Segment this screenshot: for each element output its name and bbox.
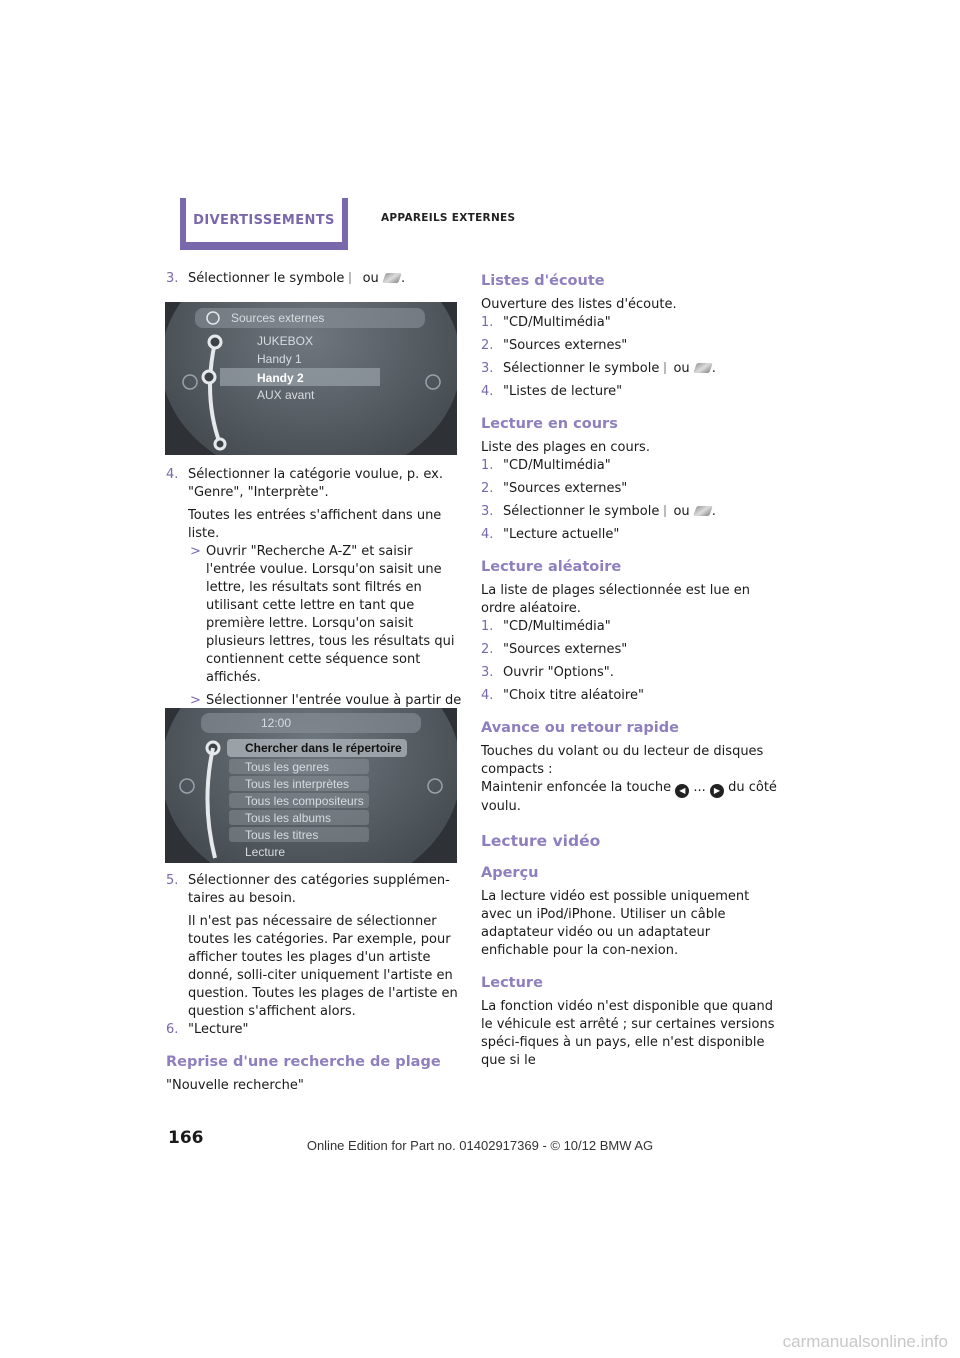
step-text: "Listes de lecture" xyxy=(503,384,623,399)
encours-step-4 xyxy=(481,526,777,544)
listes-step-2 xyxy=(481,337,777,355)
step-number: 2. xyxy=(481,338,494,353)
phone-icon xyxy=(693,506,713,516)
listes-step-4 xyxy=(481,383,777,401)
step-text: Sélectionner le symbole xyxy=(188,271,345,286)
step-number: 3. xyxy=(481,665,494,680)
screenshot-category-list xyxy=(165,708,457,863)
listes-step-1 xyxy=(481,314,777,332)
aleatoire-intro: La liste de plages sélectionnée est lue en ordre aléatoire. xyxy=(481,583,750,616)
screen2-item-1: Tous les genres xyxy=(245,760,330,774)
screen2-item-0: Chercher dans le répertoire xyxy=(245,741,402,755)
screen-item-2: Handy 2 xyxy=(257,371,304,385)
step-4-para: Toutes les entrées s'affichent dans une liste. xyxy=(188,508,442,541)
step-number: 3. xyxy=(481,504,494,519)
watermark: carmanualsonline.info xyxy=(782,1332,948,1351)
step-text: "Lecture" xyxy=(188,1022,249,1037)
forward-button-icon: ▶ xyxy=(710,784,724,798)
rewind-button-icon: ◀ xyxy=(675,784,689,798)
step-text: Sélectionner la catégorie voulue, p. ex. "Genre", "Interprète". xyxy=(188,467,443,500)
bullet-marker: > xyxy=(190,693,201,708)
bullet-text: Ouvrir "Recherche A-Z" et saisir l'entrée voulue. Lorsqu'on saisit une lettre, les résultats sont filtrés en utilisant cette lettre en tant que première lettre. Lorsqu'on saisit plusieurs lettres, tous les résultats qui contiennent cette séquence sont affichés. xyxy=(206,544,455,685)
step-number: 4. xyxy=(166,467,179,482)
screen-time: 12:00 xyxy=(261,716,292,730)
reprise-text: "Nouvelle recherche" xyxy=(166,1078,304,1093)
encours-intro: Liste des plages en cours. xyxy=(481,440,650,455)
edition-footer: Online Edition for Part no. 01402917369 - © 10/12 BMW AG xyxy=(306,1138,654,1153)
step-number: 4. xyxy=(481,527,494,542)
step-text: Sélectionner le symbole xyxy=(503,504,660,519)
step-text: Sélectionner des catégories supplémen-taires au besoin. xyxy=(188,873,450,906)
step-5-para: Il n'est pas nécessaire de sélectionner toutes les catégories. Par exemple, pour afficher toutes les plages d'un artiste donné, solli-citer uniquement l'artiste en question. Toutes les plages de l'artiste en question s'affichent alors. xyxy=(188,914,458,1019)
bullet-text: Sélectionner l'entrée voulue à partir de xyxy=(206,693,462,708)
or-text: ou xyxy=(673,504,690,519)
heading-reprise: Reprise d'une recherche de plage xyxy=(166,1054,441,1070)
step-number: 5. xyxy=(166,873,179,888)
aleatoire-step-3 xyxy=(481,664,777,682)
step-number: 1. xyxy=(481,619,494,634)
step-text: "Lecture actuelle" xyxy=(503,527,620,542)
bullet-marker: > xyxy=(190,544,201,559)
or-text: ou xyxy=(673,361,690,376)
avance-text-a: Maintenir enfoncée la touche xyxy=(481,780,672,795)
usb-icon xyxy=(664,362,672,374)
page-number: 166 xyxy=(168,1128,204,1148)
or-text: ou xyxy=(362,271,379,286)
left-column-3 xyxy=(166,872,462,1095)
avance-text-b: ... xyxy=(693,780,706,795)
period: . xyxy=(711,504,716,519)
step-number: 1. xyxy=(481,458,494,473)
step-text: "CD/Multimédia" xyxy=(503,315,611,330)
step-number: 2. xyxy=(481,642,494,657)
step-5 xyxy=(166,872,462,908)
step-number: 2. xyxy=(481,481,494,496)
period: . xyxy=(711,361,716,376)
heading-aleatoire: Lecture aléatoire xyxy=(481,559,622,575)
usb-icon xyxy=(664,505,672,517)
screen-title: Sources externes xyxy=(231,311,325,325)
encours-step-2 xyxy=(481,480,777,498)
aleatoire-step-4 xyxy=(481,687,777,705)
section-title: DIVERTISSEMENTS xyxy=(193,212,335,228)
step-number: 4. xyxy=(481,384,494,399)
left-column-2 xyxy=(166,466,462,733)
screen-graphic xyxy=(165,302,457,455)
step-text: "Sources externes" xyxy=(503,642,628,657)
listes-step-3 xyxy=(481,360,777,378)
screen-graphic-2 xyxy=(165,708,457,863)
aleatoire-step-2 xyxy=(481,641,777,659)
step-text: "Sources externes" xyxy=(503,338,628,353)
heading-video: Lecture vidéo xyxy=(481,832,601,850)
heading-listes: Listes d'écoute xyxy=(481,273,605,289)
step-number: 4. xyxy=(481,688,494,703)
aleatoire-step-1 xyxy=(481,618,777,636)
heading-encours: Lecture en cours xyxy=(481,416,618,432)
step-text: Sélectionner le symbole xyxy=(503,361,660,376)
screen2-item-6: Lecture xyxy=(245,845,286,859)
step-text: Ouvrir "Options". xyxy=(503,665,614,680)
right-column xyxy=(481,270,777,1070)
heading-lecture: Lecture xyxy=(481,975,543,991)
screen-item-1: Handy 1 xyxy=(257,352,302,366)
step-number: 3. xyxy=(481,361,494,376)
listes-intro: Ouverture des listes d'écoute. xyxy=(481,297,677,312)
encours-step-1 xyxy=(481,457,777,475)
section-tab xyxy=(180,198,348,250)
section-tab-inner xyxy=(186,198,342,242)
phone-icon xyxy=(382,273,402,283)
avance-p1: Touches du volant ou du lecteur de disques compacts : xyxy=(481,744,764,777)
step-6 xyxy=(166,1021,462,1039)
step-3 xyxy=(166,270,462,288)
screen-item-0: JUKEBOX xyxy=(257,334,314,348)
avance-p2 xyxy=(481,779,777,816)
screen2-item-5: Tous les titres xyxy=(245,828,319,842)
step-text: "Sources externes" xyxy=(503,481,628,496)
left-column xyxy=(166,270,462,293)
screen2-item-4: Tous les albums xyxy=(245,811,332,825)
step-text: "Choix titre aléatoire" xyxy=(503,688,644,703)
heading-avance: Avance ou retour rapide xyxy=(481,720,679,736)
screen-item-3: AUX avant xyxy=(257,388,315,402)
apercu-text: La lecture vidéo est possible uniquement avec un iPod/iPhone. Utiliser un câble adaptateur vidéo ou un adaptateur enfichable pour la con-nexion. xyxy=(481,889,750,958)
bullet-1 xyxy=(166,543,462,687)
step-number: 3. xyxy=(166,271,179,286)
phone-icon xyxy=(693,363,713,373)
step-text: "CD/Multimédia" xyxy=(503,458,611,473)
step-4 xyxy=(166,466,462,502)
screen2-item-3: Tous les compositeurs xyxy=(245,794,364,808)
avance-text-c: du côté voulu. xyxy=(481,780,777,814)
heading-apercu: Aperçu xyxy=(481,865,539,881)
subsection-title: APPAREILS EXTERNES xyxy=(381,212,516,224)
encours-step-3 xyxy=(481,503,777,521)
step-number: 6. xyxy=(166,1022,179,1037)
step-number: 1. xyxy=(481,315,494,330)
screenshot-external-sources xyxy=(165,302,457,455)
usb-icon xyxy=(349,272,357,284)
step-text: "CD/Multimédia" xyxy=(503,619,611,634)
period: . xyxy=(400,271,406,286)
lecture-text: La fonction vidéo n'est disponible que quand le véhicule est arrêté ; sur certaines versions spéci-fiques à un pays, elle n'est disponible que si le xyxy=(481,999,775,1068)
screen2-item-2: Tous les interprètes xyxy=(245,777,350,791)
